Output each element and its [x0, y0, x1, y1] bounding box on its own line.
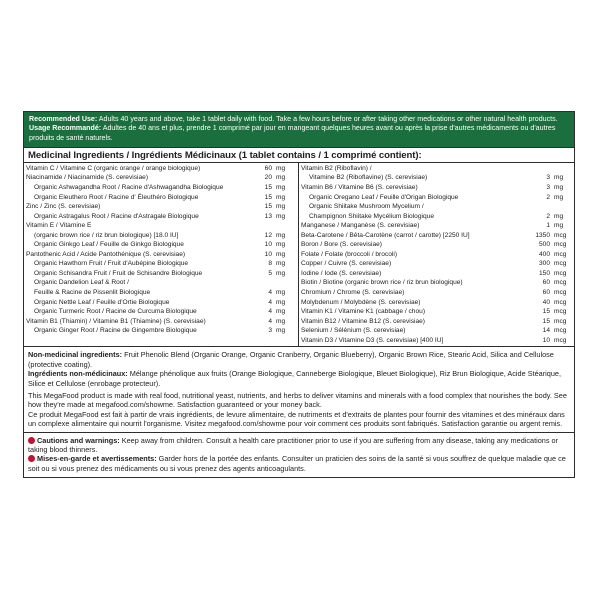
ingredient-unit: mg: [554, 183, 564, 191]
ingredient-amount: 1: [546, 222, 550, 230]
ingredient-amount: 4: [268, 317, 272, 325]
ingredient-amount: 10: [264, 250, 272, 258]
ingredient-name: Folate / Folate (broccoli / brocoli): [301, 250, 398, 258]
ingredient-amount: 4: [268, 308, 272, 316]
ingredient-row: [24, 202, 298, 212]
ingredient-row: [299, 221, 574, 231]
ingredient-name: Vitamin B2 (Riboflavin) /: [301, 164, 372, 172]
ingredient-amount: 2: [546, 212, 550, 220]
ingredient-unit: [550, 164, 574, 174]
recommended-use-panel: [24, 112, 574, 147]
ingredient-name: Organic Ginkgo Leaf / Feuille de Ginkgo Biologique: [34, 241, 184, 249]
non-medicinal-en: Non-medicinal ingredients: Fruit Phenolic Blend (Organic Orange, Organic Cranberry, Organic Blueberry), Organic Brown Rice, Stearic Acid, Silica and Cellulose (protective coating).: [28, 350, 554, 369]
ingredient-unit: mcg: [554, 241, 567, 249]
ingredient-unit: [272, 221, 298, 231]
ingredient-name: Organic Turmeric Root / Racine de Curcuma Biologique: [34, 308, 197, 316]
ingredient-name: Vitamin B6 / Vitamine B6 (S. cerevisiae): [301, 183, 418, 191]
ingredient-amount: 300: [538, 260, 550, 268]
ingredient-unit: mg: [276, 164, 286, 172]
ingredient-unit: mg: [276, 203, 286, 211]
ingredient-row: [299, 231, 574, 241]
ingredient-unit: mg: [276, 241, 286, 249]
ingredient-row: [299, 183, 574, 193]
ingredient-row: [24, 231, 298, 241]
ingredient-name: Molybdenum / Molybdène (S. cerevisiae): [301, 298, 421, 306]
ingredient-unit: mg: [276, 269, 286, 277]
ingredient-unit: mcg: [554, 289, 567, 296]
ingredient-row: [24, 269, 298, 279]
ingredient-amount: 15: [542, 317, 550, 325]
ingredient-row: [299, 317, 574, 327]
ingredient-name: Vitamin B1 (Thiamin) / Vitamine B1 (Thiamine) (S. cerevisiae): [26, 317, 206, 325]
ingredient-name: Organic Ashwagandha Root / Racine d'Ashwagandha Biologique: [34, 183, 224, 191]
ingredient-amount: 3: [546, 183, 550, 191]
ingredient-row: [299, 298, 574, 308]
medicinal-ingredients-heading: Medicinal Ingredients / Ingrédients Médicinaux (1 tablet contains / 1 comprimé contient):: [24, 147, 574, 163]
ingredient-name: Organic Hawthorn Fruit / Fruit d'Aubépine Biologique: [34, 260, 189, 268]
warning-dot-icon: [28, 455, 35, 462]
ingredient-unit: mcg: [554, 317, 567, 325]
ingredient-unit: mg: [276, 327, 286, 335]
ingredient-amount: 14: [542, 327, 550, 335]
ingredient-name: Niacinamide / Niacinamide (S. cerevisiae): [26, 174, 149, 182]
ingredient-row: [24, 240, 298, 250]
ingredient-amount: 4: [268, 298, 272, 306]
ingredient-amount: 2: [546, 193, 550, 201]
ingredient-unit: [550, 202, 574, 212]
ingredient-unit: mg: [554, 174, 564, 182]
ingredient-unit: mg: [276, 174, 286, 182]
ingredient-name: Selenium / Sélénium (S. cerevisiae): [301, 327, 406, 335]
ingredient-amount: 13: [264, 212, 272, 220]
ingredient-amount: 12: [264, 231, 272, 239]
ingredient-amount: 5: [268, 269, 272, 277]
ingredient-amount: 15: [264, 193, 272, 201]
ingredient-name: Vitamine B2 (Riboflavine) (S. cerevisiae): [309, 174, 428, 182]
ingredient-amount: [253, 278, 272, 288]
ingredient-name: Organic Shiitake Mushroom Mycelium /: [309, 203, 424, 211]
ingredient-name: Organic Eleuthero Root / Racine d' Éleuthéro Biologique: [34, 193, 199, 201]
recommended-use-fr: Usage Recommandé: Adultes de 40 ans et plus, prendre 1 comprimé par jour en mangeant quelques heures avant ou après la prise d'autres médicaments ou d'autres produits de santé naturels.: [29, 124, 556, 142]
ingredient-amount: 15: [264, 203, 272, 211]
ingredient-amount: 40: [542, 298, 550, 306]
ingredient-name: (organic brown rice / riz brun biologique) [18.0 IU]: [34, 231, 179, 239]
ingredient-row: [24, 298, 298, 308]
ingredient-amount: 15: [264, 183, 272, 191]
supplement-label: [23, 111, 575, 478]
ingredient-amount: 500: [538, 241, 550, 249]
ingredient-row: [299, 336, 574, 346]
ingredients-left-column: [24, 163, 299, 346]
ingredient-amount: [525, 202, 550, 212]
ingredient-name: Zinc / Zinc (S. cerevisiae): [26, 203, 101, 211]
ingredient-row: [299, 326, 574, 336]
ingredient-unit: mcg: [554, 298, 567, 306]
ingredient-row: [299, 202, 574, 212]
ingredient-name: Organic Schisandra Fruit / Fruit de Schisandre Biologique: [34, 269, 203, 277]
ingredient-name: Manganese / Manganèse (S. cerevisiae): [301, 222, 420, 230]
ingredient-amount: 10: [264, 241, 272, 249]
ingredient-name: Pantothenic Acid / Acide Pantothénique (S. cerevisiae): [26, 250, 186, 258]
cautions-fr: Mises-en-garde et avertissements: Garder hors de la portée des enfants. Consulter un praticien des soins de la santé si vous souffrez de quelque maladie que ce soit ou si vous prenez des médicaments ou si vous prenez des agents anticoagulants.: [28, 454, 566, 473]
ingredient-row: [299, 259, 574, 269]
ingredient-row: [24, 164, 298, 174]
ingredient-name: Organic Dandelion Leaf & Root /: [34, 279, 129, 287]
ingredient-row: [299, 164, 574, 174]
ingredient-amount: 60: [542, 289, 550, 296]
ingredient-amount: 3: [268, 327, 272, 335]
ingredient-row: [24, 250, 298, 260]
ingredient-unit: [272, 278, 298, 288]
ingredient-row: [24, 317, 298, 327]
ingredient-row: [24, 278, 298, 288]
ingredient-unit: mg: [276, 289, 286, 296]
ingredient-name: Vitamin C / Vitamine C (organic orange / orange biologique): [26, 164, 201, 172]
ingredient-amount: 60: [542, 279, 550, 287]
ingredient-name: Copper / Cuivre (S. cerevisiae): [301, 260, 392, 268]
ingredient-row: [299, 269, 574, 279]
ingredient-unit: mg: [554, 193, 564, 201]
ingredient-row: [24, 288, 298, 298]
ingredient-row: [299, 278, 574, 288]
ingredient-row: [299, 212, 574, 222]
ingredient-unit: mg: [276, 231, 286, 239]
ingredient-amount: 3: [546, 174, 550, 182]
ingredient-name: Boron / Bore (S. cerevisiae): [301, 241, 382, 249]
ingredient-amount: 8: [268, 260, 272, 268]
cautions-en: Cautions and warnings: Keep away from children. Consult a health care practitioner prior to use if you are suffering from any disease, taking any medications or taking blood thinners.: [28, 435, 559, 454]
ingredient-row: [24, 173, 298, 183]
ingredient-row: [299, 173, 574, 183]
ingredient-name: Organic Astragalus Root / Racine d'Astragale Biologique: [34, 212, 199, 220]
ingredient-name: Champignon Shiitake Mycélium Biologique: [309, 212, 434, 220]
ingredient-name: Biotin / Biotine (organic brown rice / riz brun biologique): [301, 279, 463, 287]
ingredient-unit: mcg: [554, 308, 567, 316]
ingredient-unit: mg: [276, 212, 286, 220]
ingredient-unit: mg: [276, 260, 286, 268]
ingredient-unit: mcg: [554, 327, 567, 335]
ingredient-amount: 1350: [535, 231, 550, 239]
ingredient-row: [299, 250, 574, 260]
ingredient-unit: mg: [276, 298, 286, 306]
ingredient-row: [24, 259, 298, 269]
ingredient-unit: mcg: [554, 269, 567, 277]
ingredient-unit: mcg: [554, 260, 567, 268]
ingredient-amount: 10: [542, 336, 550, 344]
ingredient-amount: 15: [542, 308, 550, 316]
product-note-fr: Ce produit MegaFood est fait à partir de vrais ingrédients, de levure alimentaire, de nutriments et d'extraits de plantes pour fournir des vitamines et des minéraux dans un complexe alimentaire qui nourrit l'organisme. Visitez megafood.com/showme pour voir comment ces produits sont fabriqués. Satisfaction garantie ou argent remis.: [28, 409, 565, 429]
ingredient-name: Chromium / Chrome (S. cerevisiae): [301, 289, 405, 296]
ingredient-amount: 400: [538, 250, 550, 258]
ingredient-name: Vitamin D3 / Vitamine D3 (S. cerevisiae) [400 IU]: [301, 336, 444, 344]
ingredient-name: Vitamin E / Vitamine E: [26, 222, 92, 230]
ingredient-row: [299, 307, 574, 317]
ingredient-name: Iodine / Iode (S. cerevisiae): [301, 269, 382, 277]
ingredient-unit: mg: [554, 212, 564, 220]
recommended-use-en: Recommended Use: Adults 40 years and above, take 1 tablet daily with food. Take a few hours before or after taking other medications or other natural health products.: [29, 115, 558, 123]
ingredient-name: Beta-Carotene / Bêta-Carotène (carrot / carotte) [2250 IU]: [301, 231, 470, 239]
ingredient-amount: [525, 164, 550, 174]
ingredient-amount: [253, 221, 272, 231]
ingredient-unit: mcg: [554, 231, 567, 239]
ingredient-name: Vitamin B12 / Vitamine B12 (S. cerevisiae): [301, 317, 425, 325]
ingredient-unit: mg: [554, 222, 564, 230]
ingredient-name: Vitamin K1 / Vitamine K1 (cabbage / chou): [301, 308, 426, 316]
ingredient-row: [24, 193, 298, 203]
product-note-en: This MegaFood product is made with real food, nutritional yeast, nutrients, and herbs to deliver vitamins and minerals with a food complex that nourishes the body. See how they're made at megafood.com/showme. Satisfaction guaranteed or your money back.: [28, 390, 567, 410]
ingredient-unit: mg: [276, 308, 286, 316]
cautions-section: [24, 433, 574, 478]
ingredient-unit: mcg: [554, 279, 567, 287]
ingredient-unit: mg: [276, 317, 286, 325]
ingredient-name: Organic Ginger Root / Racine de Gingembre Biologique: [34, 327, 197, 335]
ingredient-row: [299, 288, 574, 298]
ingredient-row: [24, 183, 298, 193]
ingredient-name: Organic Oregano Leaf / Feuille d'Origan Biologique: [309, 193, 459, 201]
ingredient-name: Feuille & Racine de Pissenlit Biologique: [34, 289, 151, 296]
ingredient-unit: mg: [276, 183, 286, 191]
ingredient-unit: mg: [276, 193, 286, 201]
non-medicinal-section: [24, 347, 574, 432]
ingredients-table: [24, 163, 574, 347]
ingredient-name: Organic Nettle Leaf / Feuille d'Ortie Biologique: [34, 298, 170, 306]
ingredient-row: [24, 212, 298, 222]
ingredient-row: [24, 326, 298, 336]
ingredient-amount: 60: [264, 164, 272, 172]
ingredient-amount: 20: [264, 174, 272, 182]
non-medicinal-fr: Ingrédients non-médicinaux: Mélange phénolique aux fruits (Orange Biologique, Canneberge Biologique, Bleuet Biologique), Riz Brun Biologique, Acide Stéarique, Silice et Cellulose (enrobage protecteur).: [28, 369, 561, 388]
ingredient-amount: 150: [538, 269, 550, 277]
ingredient-row: [299, 193, 574, 203]
ingredient-row: [299, 240, 574, 250]
ingredient-row: [24, 221, 298, 231]
ingredient-unit: mg: [276, 250, 286, 258]
ingredient-unit: mcg: [554, 336, 567, 344]
ingredient-unit: mcg: [554, 250, 567, 258]
warning-dot-icon: [28, 437, 35, 444]
ingredient-amount: 4: [268, 289, 272, 296]
ingredients-right-column: [299, 163, 574, 346]
ingredient-row: [24, 307, 298, 317]
